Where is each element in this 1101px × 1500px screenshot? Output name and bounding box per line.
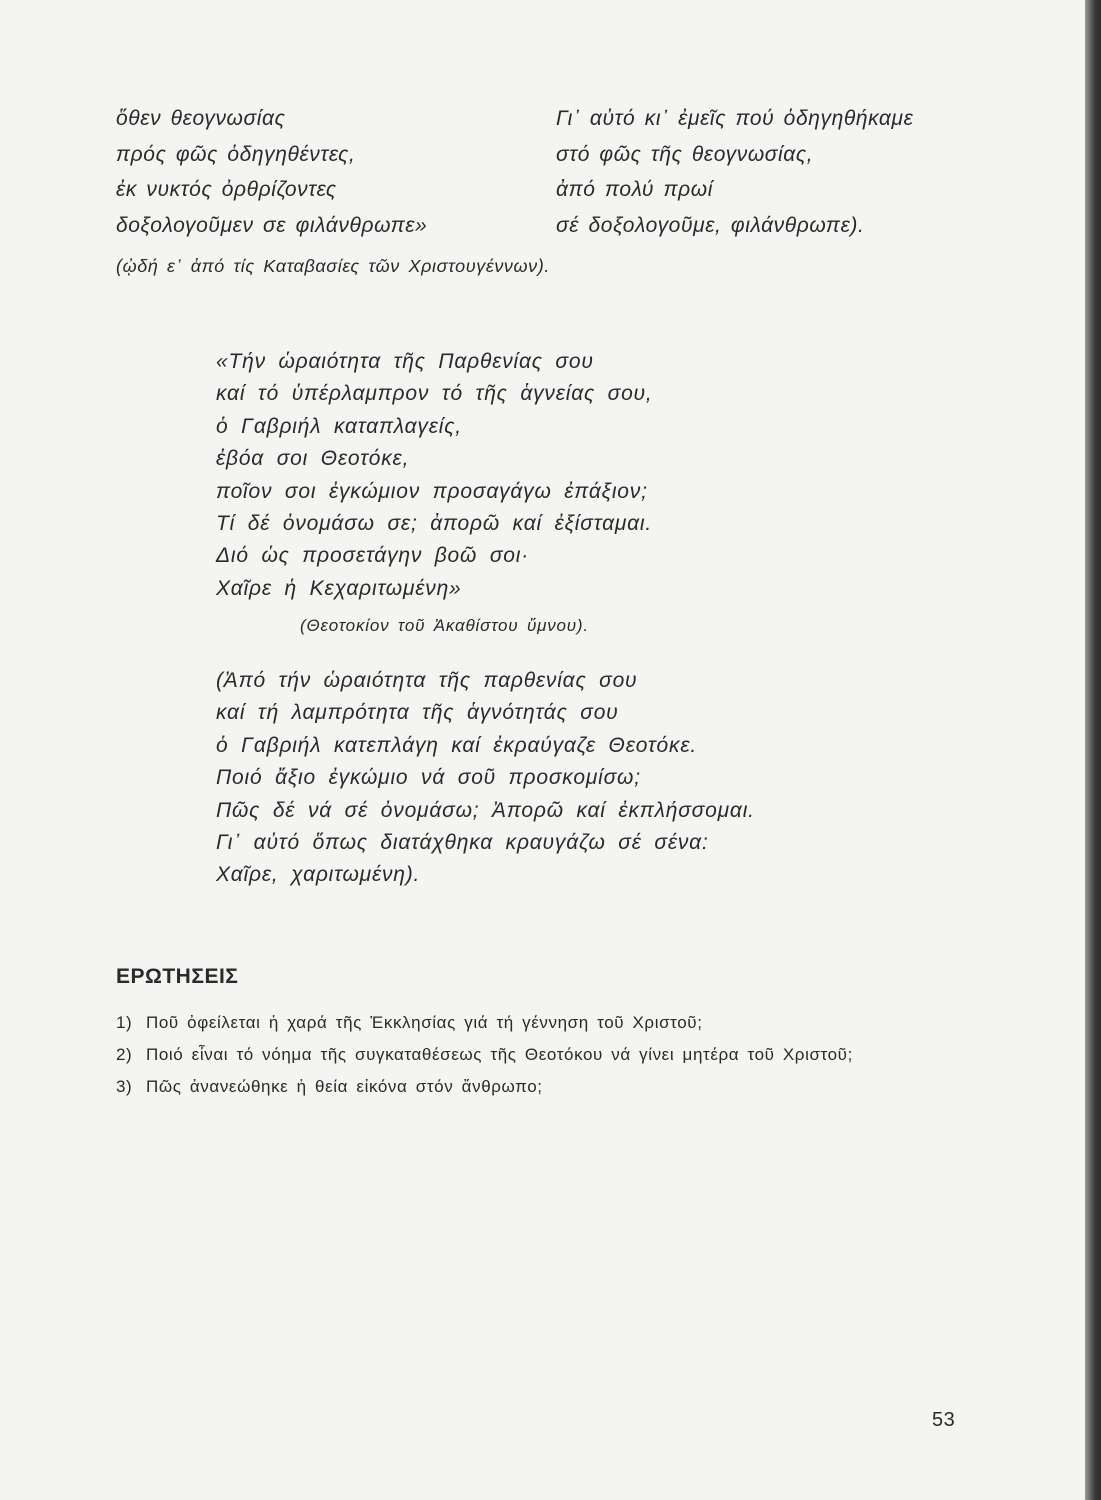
translation-block <box>216 665 755 892</box>
verse-line: σέ δοξολογοῦμε, φιλάνθρωπε). <box>556 213 865 237</box>
hymn-line: «Τήν ὡραιότητα τῆς Παρθενίας σου <box>216 350 594 373</box>
verse-line: ὅθεν θεογνωσίας <box>116 107 286 130</box>
translation-line: Γι᾿ αὐτό ὅπως διατάχθηκα κραυγάζω σέ σένα: <box>216 831 709 855</box>
hymn-block <box>216 346 653 605</box>
question-number: 1) <box>116 1013 133 1032</box>
question-item <box>116 1074 961 1100</box>
question-text: Πῶς ἀνανεώθηκε ἡ θεία εἰκόνα στόν ἄνθρωπο; <box>146 1077 543 1096</box>
verse-line: Γι᾿ αὐτό κι᾿ ἐμεῖς πού ὁδηγηθήκαμε <box>556 107 914 130</box>
greek-verse-column <box>116 101 427 243</box>
verse-line: ἀπό πολύ πρωί <box>556 178 713 201</box>
translation-line: καί τή λαμπρότητα τῆς ἁγνότητάς σου <box>216 701 619 725</box>
book-binding-edge <box>1085 0 1101 1500</box>
translation-line: ὁ Γαβριήλ κατεπλάγη καί ἐκραύγαζε Θεοτόκε. <box>216 733 697 757</box>
question-number: 3) <box>116 1077 133 1096</box>
translation-line: Πῶς δέ νά σέ ὀνομάσω; Ἀπορῶ καί ἐκπλήσσομαι. <box>216 798 755 822</box>
hymn-line: ὁ Γαβριήλ καταπλαγείς, <box>216 414 462 438</box>
question-text: Ποιό εἶναι τό νόημα τῆς συγκαταθέσεως τῆς Θεοτόκου νά γίνει μητέρα τοῦ Χριστοῦ; <box>146 1045 853 1064</box>
verse-line: δοξολογοῦμεν σε φιλάνθρωπε» <box>116 213 428 237</box>
verse-source-note: (ᾠδή ε᾿ ἀπό τίς Καταβασίες τῶν Χριστουγέννων). <box>116 256 550 276</box>
translation-line: Ποιό ἄξιο ἐγκώμιο νά σοῦ προσκομίσω; <box>216 766 641 790</box>
verse-line: ἐκ νυκτός ὀρθρίζοντες <box>116 178 337 201</box>
translation-line: Χαῖρε, χαριτωμένη). <box>216 863 421 887</box>
question-number: 2) <box>116 1045 133 1064</box>
hymn-line: ἐβόα σοι Θεοτόκε, <box>216 447 410 471</box>
hymn-line: Τί δέ ὀνομάσω σε; ἀπορῶ καί ἐξίσταμαι. <box>216 512 653 536</box>
questions-list <box>116 1010 961 1106</box>
hymn-source-note: (Θεοτοκίον τοῦ Ἀκαθίστου ὕμνου). <box>300 616 589 635</box>
hymn-line: καί τό ὑπέρλαμπρον τό τῆς ἁγνείας σου, <box>216 382 653 406</box>
questions-heading: ΕΡΩΤΗΣΕΙΣ <box>116 965 239 988</box>
modern-verse-column <box>556 101 913 243</box>
hymn-line: Χαῖρε ἡ Κεχαριτωμένη» <box>216 576 462 600</box>
hymn-line: ποῖον σοι ἐγκώμιον προσαγάγω ἐπάξιον; <box>216 479 648 503</box>
verse-line: στό φῶς τῆς θεογνωσίας, <box>556 142 814 166</box>
question-item <box>116 1010 961 1036</box>
translation-line: (Ἀπό τήν ὡραιότητα τῆς παρθενίας σου <box>216 669 638 692</box>
question-text: Ποῦ ὀφείλεται ἡ χαρά τῆς Ἐκκλησίας γιά τή γέννηση τοῦ Χριστοῦ; <box>146 1013 703 1032</box>
page-number: 53 <box>932 1409 956 1431</box>
verse-line: πρός φῶς ὁδηγηθέντες, <box>116 142 356 166</box>
hymn-line: Διό ὡς προσετάγην βοῶ σοι· <box>216 544 530 568</box>
question-item <box>116 1042 961 1068</box>
